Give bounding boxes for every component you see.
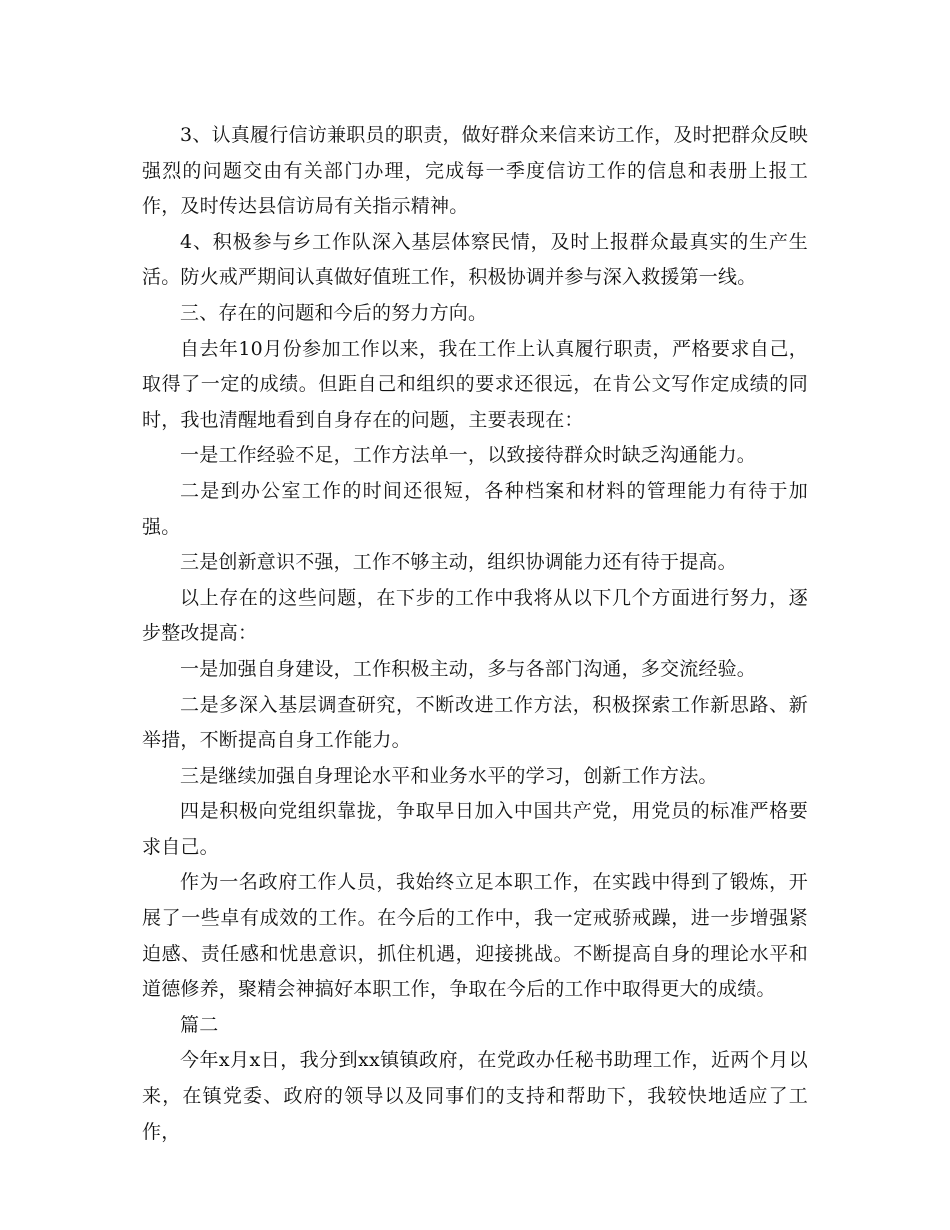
paragraph-improvement-intro: 以上存在的这些问题，在下步的工作中我将从以下几个方面进行努力，逐步整改提高： [142,586,808,645]
section-heading-problems: 三、存在的问题和今后的努力方向。 [180,301,488,324]
improvement-item-3: 三是继续加强自身理论水平和业务水平的学习，创新工作方法。 [180,764,718,787]
problem-item-1: 一是工作经验不足，工作方法单一，以致接待群众时缺乏沟通能力。 [180,444,757,467]
paragraph-petition-duties: 3、认真履行信访兼职员的职责，做好群众来信来访工作，及时把群众反映强烈的问题交由有关部门办理，完成每一季度信访工作的信息和表册上报工作，及时传达县信访局有关指示精神。 [142,124,808,218]
document-body [142,118,808,1150]
improvement-item-1: 一是加强自身建设，工作积极主动，多与各部门沟通，多交流经验。 [180,657,757,680]
improvement-item-4: 四是积极向党组织靠拢，争取早日加入中国共产党，用党员的标准严格要求自己。 [142,800,808,858]
paragraph-part-two-intro: 今年x月x日，我分到xx镇镇政府，在党政办任秘书助理工作，近两个月以来，在镇党委、政府的领导以及同事们的支持和帮助下，我较快地适应了工作， [142,1049,808,1143]
paragraph-conclusion: 作为一名政府工作人员，我始终立足本职工作，在实践中得到了锻炼，开展了一些卓有成效的工作。在今后的工作中，我一定戒骄戒躁，进一步增强紧迫感、责任感和忧患意识，抓住机遇，迎接挑战。不断提高自身的理论水平和道德修养，聚精会神搞好本职工作，争取在今后的工作中取得更大的成绩。 [142,871,808,1001]
paragraph-self-review: 自去年10月份参加工作以来，我在工作上认真履行职责，严格要求自己，取得了一定的成绩。但距自己和组织的要求还很远，在肯公文写作定成绩的同时，我也清醒地看到自身存在的问题，主要表现在： [142,337,808,431]
improvement-item-2: 二是多深入基层调查研究，不断改进工作方法，积极探索工作新思路、新举措，不断提高自身工作能力。 [142,693,808,752]
problem-item-3: 三是创新意识不强，工作不够主动，组织协调能力还有待于提高。 [180,551,737,574]
paragraph-work-team: 4、积极参与乡工作队深入基层体察民情，及时上报群众最真实的生产生活。防火戒严期间认真做好值班工作，积极协调并参与深入救援第一线。 [142,230,808,289]
problem-item-2: 二是到办公室工作的时间还很短，各种档案和材料的管理能力有待于加强。 [142,479,808,538]
section-heading-part-two: 篇二 [180,1013,219,1036]
